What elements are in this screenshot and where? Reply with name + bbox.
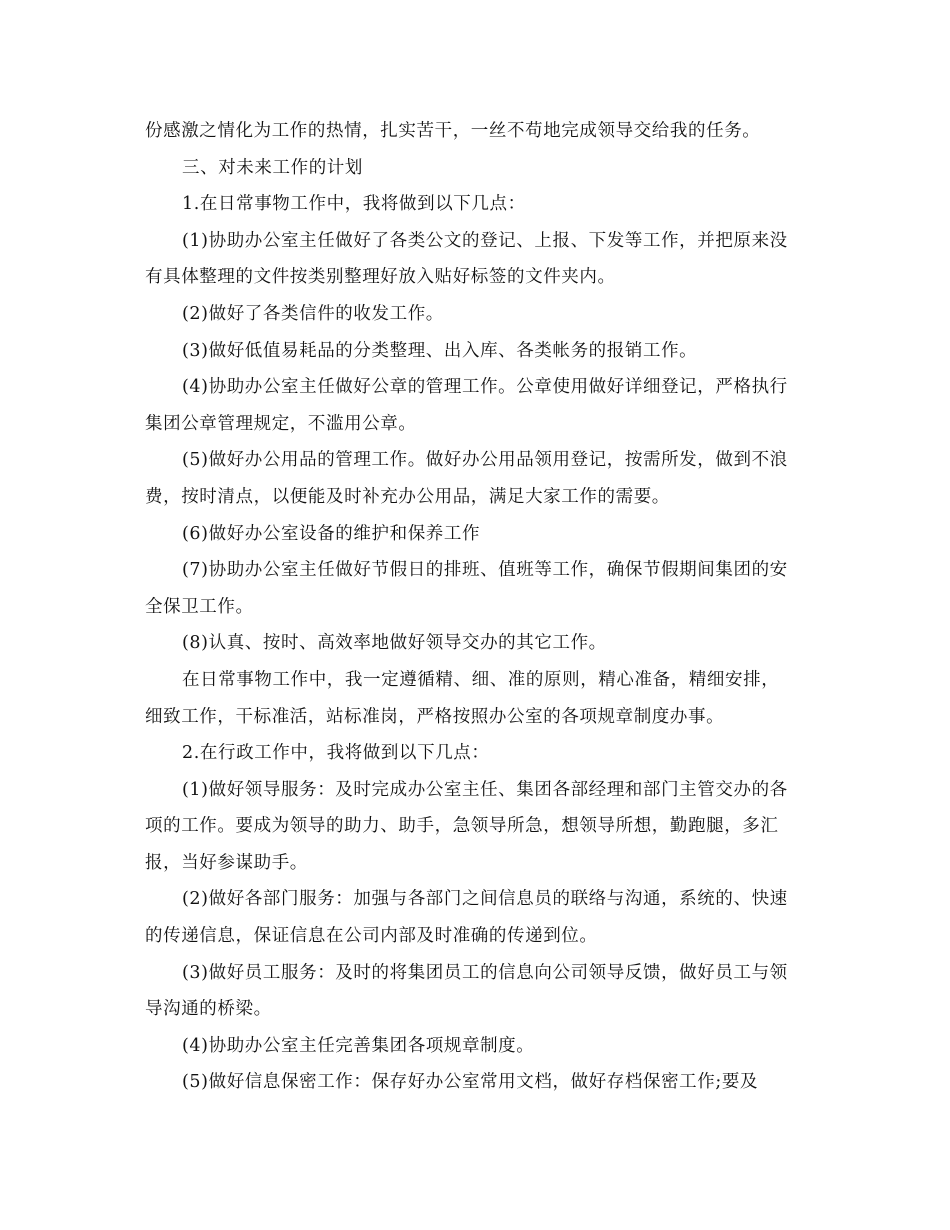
- subsection-heading: 2.在行政工作中，我将做到以下几点：: [182, 743, 490, 764]
- text-line: 导沟通的桥梁。: [145, 999, 272, 1020]
- text-line: (3)做好员工服务：及时的将集团员工的信息向公司领导反馈，做好员工与领: [182, 962, 788, 983]
- text-line: (2)做好了各类信件的收发工作。: [182, 303, 444, 324]
- text-line: (1)做好领导服务：及时完成办公室主任、集团各部经理和部门主管交办的各: [182, 779, 788, 800]
- text-line: 全保卫工作。: [145, 596, 254, 617]
- text-line: 在日常事物工作中，我一定遵循精、细、准的原则，精心准备，精细安排，: [182, 669, 780, 690]
- text-line: 的传递信息，保证信息在公司内部及时准确的传递到位。: [145, 926, 598, 947]
- text-line: 集团公章管理规定，不滥用公章。: [145, 413, 417, 434]
- text-line: (1)协助办公室主任做好了各类公文的登记、上报、下发等工作，并把原来没: [182, 230, 788, 251]
- text-line: 报，当好参谋助手。: [145, 852, 308, 873]
- text-line: (6)做好办公室设备的维护和保养工作: [182, 523, 481, 544]
- text-line: (2)做好各部门服务：加强与各部门之间信息员的联络与沟通，系统的、快速: [182, 889, 788, 910]
- text-line: 有具体整理的文件按类别整理好放入贴好标签的文件夹内。: [145, 267, 616, 288]
- text-line: 份感激之情化为工作的热情，扎实苦干，一丝不苟地完成领导交给我的任务。: [145, 121, 761, 141]
- text-line: (7)协助办公室主任做好节假日的排班、值班等工作，确保节假期间集团的安: [182, 560, 788, 581]
- text-line: (4)协助办公室主任完善集团各项规章制度。: [182, 1035, 535, 1056]
- text-line: (4)协助办公室主任做好公章的管理工作。公章使用做好详细登记，严格执行: [182, 377, 788, 398]
- text-line: 项的工作。要成为领导的助力、助手，急领导所急，想领导所想，勤跑腿，多汇: [145, 816, 779, 837]
- text-line: (5)做好办公用品的管理工作。做好办公用品领用登记，按需所发，做到不浪: [182, 450, 788, 471]
- subsection-heading: 1.在日常事物工作中，我将做到以下几点：: [182, 194, 526, 215]
- text-line: 费，按时清点，以便能及时补充办公用品，满足大家工作的需要。: [145, 486, 670, 507]
- text-line: 细致工作，干标准活，站标准岗，严格按照办公室的各项规章制度办事。: [145, 706, 725, 727]
- section-heading: 三、对未来工作的计划: [182, 157, 363, 178]
- text-line: (8)认真、按时、高效率地做好领导交办的其它工作。: [182, 633, 607, 654]
- document-body: [145, 113, 810, 1101]
- text-line: (5)做好信息保密工作：保存好办公室常用文档，做好存档保密工作;要及: [182, 1072, 759, 1093]
- text-line: (3)做好低值易耗品的分类整理、出入库、各类帐务的报销工作。: [182, 340, 698, 361]
